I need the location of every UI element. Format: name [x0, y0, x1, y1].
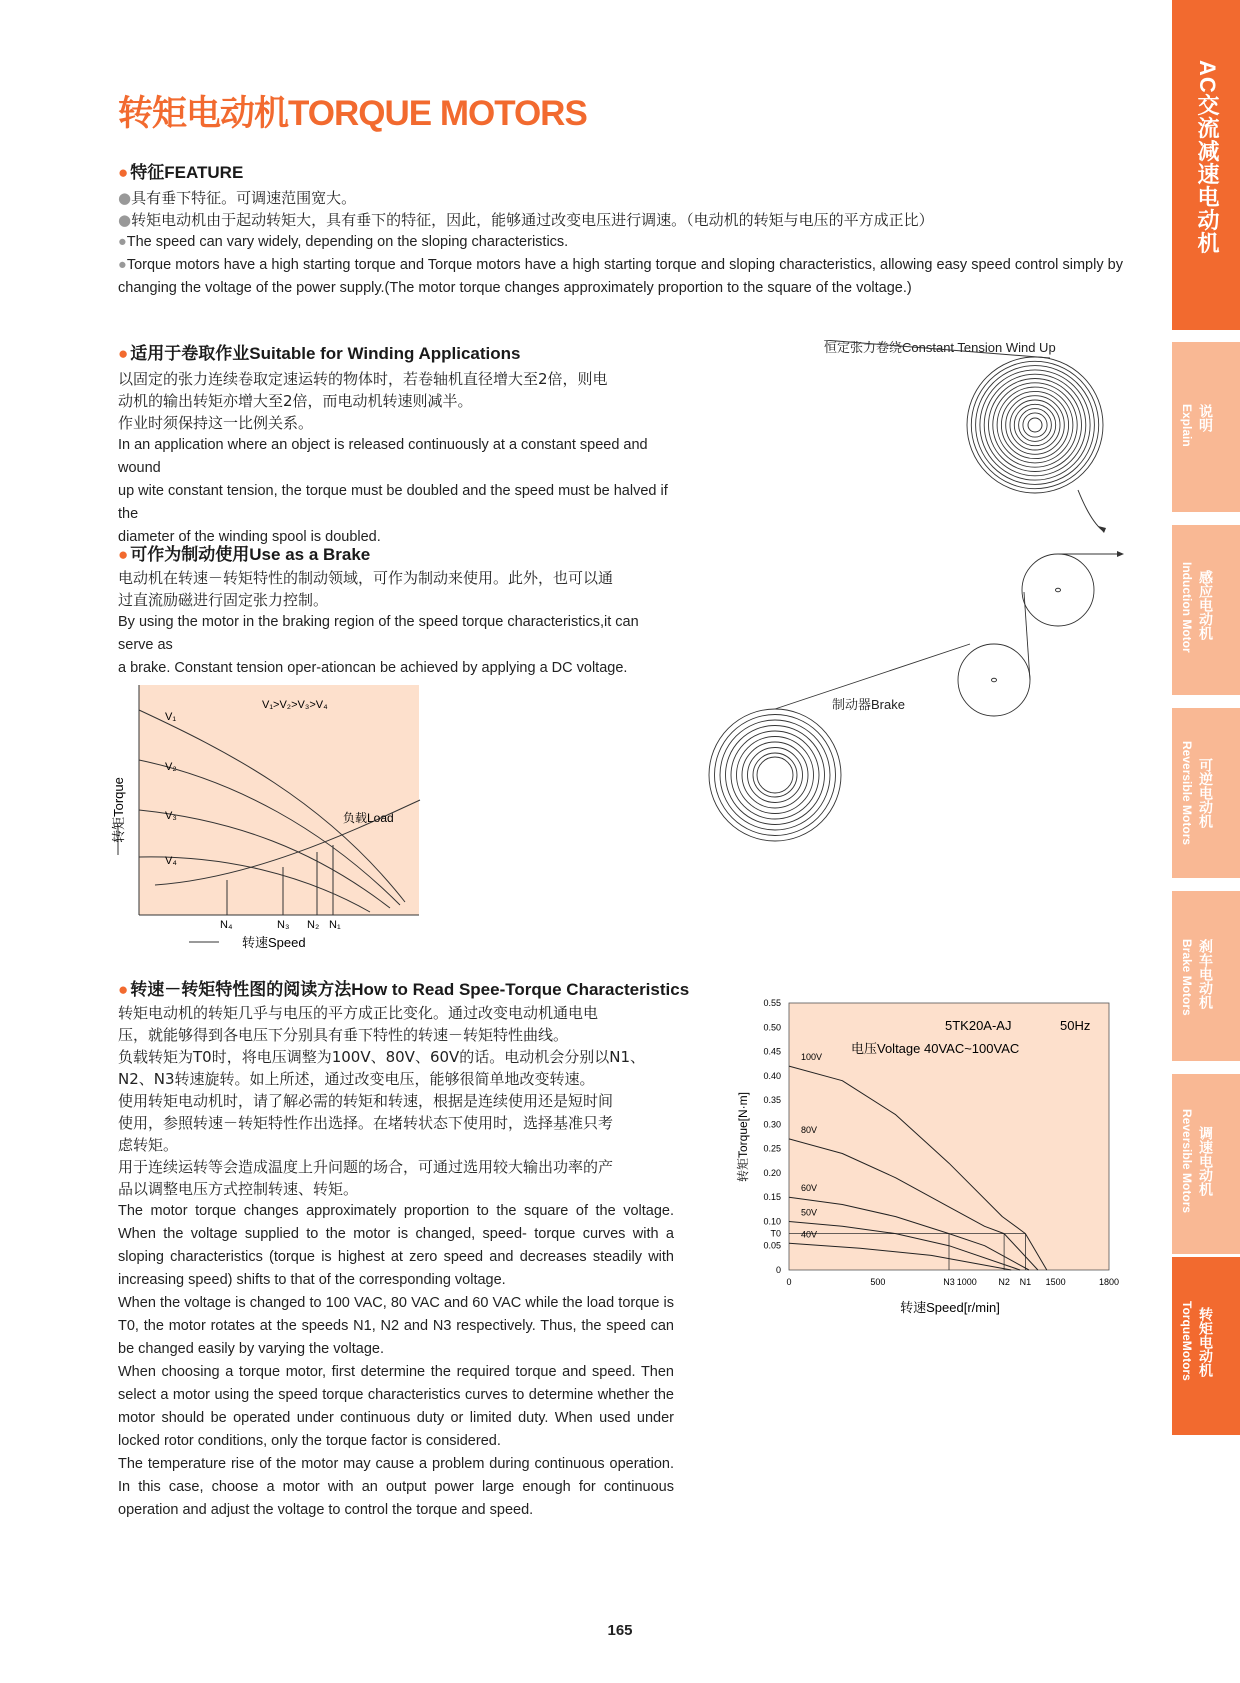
- y-tick-label: 0.15: [763, 1192, 781, 1203]
- windup-figure: [820, 340, 1140, 540]
- chart-title: 5TK20A-AJ: [945, 1018, 1012, 1033]
- y-tick-label: 0.30: [763, 1119, 781, 1130]
- t0-label: T0: [770, 1228, 781, 1239]
- sidebar-tab-ac-gear-motors[interactable]: AC交流减速电动机: [1172, 0, 1240, 330]
- series-label: 50V: [801, 1207, 818, 1218]
- sidebar-tab-brake-motors[interactable]: 刹车电动机 Brake Motors: [1172, 891, 1240, 1061]
- x-tick-label: N₁: [329, 919, 341, 931]
- y-axis-label: 转矩Torque[N·m]: [736, 1091, 750, 1183]
- chart-voltage-curves: [105, 680, 425, 955]
- wind-direction-arrow: [1078, 490, 1102, 530]
- sidebar: [1172, 0, 1240, 1683]
- page-title: 转矩电动机TORQUE MOTORS: [118, 94, 587, 133]
- x-tick-label: 1000: [956, 1277, 977, 1287]
- x-tick-label: N₄: [220, 919, 233, 931]
- series-label: V₄: [165, 855, 177, 867]
- brake-roller: [958, 644, 1030, 716]
- chart-subtitle: 电压Voltage 40VAC~100VAC: [851, 1041, 1020, 1056]
- chart-plot-area: [139, 685, 419, 915]
- spool-hub: [1028, 418, 1042, 432]
- sidebar-tab-reversible-motors[interactable]: 可逆电动机 Reversible Motors: [1172, 708, 1240, 878]
- winding-heading: ● 适用于卷取作业Suitable for Winding Applications: [118, 344, 521, 363]
- y-tick-label: 0.50: [763, 1022, 781, 1033]
- supply-roll-hub: [757, 757, 793, 793]
- x-ticks: [786, 1277, 1119, 1287]
- sidebar-tab-speed-control-motors[interactable]: 调速电动机 Reversible Motors: [1172, 1074, 1240, 1254]
- chart-title: V₁>V₂>V₃>V₄: [262, 699, 328, 711]
- y-tick-label: 0.40: [763, 1070, 781, 1081]
- x-tick-label: 0: [786, 1277, 792, 1287]
- bullet-icon: ●: [118, 545, 129, 564]
- x-tick-label: N₂: [307, 919, 320, 931]
- list-item: ●具有垂下特征。可调速范围宽大。: [118, 189, 357, 207]
- sidebar-tab-induction-motor[interactable]: 感应电动机 Induction Motor: [1172, 525, 1240, 695]
- y-tick-label: 0.45: [763, 1046, 781, 1057]
- guide-roller-axle: [1056, 588, 1061, 592]
- bullet-icon: ●: [118, 344, 129, 363]
- y-axis-label: 转矩Torque: [111, 777, 126, 843]
- brake-roller-axle: [992, 678, 997, 682]
- y-tick-label: 0.10: [763, 1216, 781, 1227]
- series-label: V₁: [165, 711, 177, 723]
- guide-roller: [1022, 554, 1094, 626]
- y-tick-label: 0.35: [763, 1095, 781, 1106]
- page-number: 165: [607, 1622, 633, 1639]
- reading-text: 转矩电动机的转矩几乎与电压的平方成正比变化。通过改变电动机通电电 压，就能够得到各电压下分别具有垂下特性的转速－转矩特性曲线。 负载转矩为T0时，将电压调整为100V、80V、60V的话。电动机会分别以N1、 N2、N3转速旋转。如上所述，通过改变电压，能够很简单地改变转速。 使用转矩电动机时，请了解必需的转矩和转速，根据是连续使用还是短时间 使用，参照转速－转矩特性作出选择。在堵转状态下使用时，选择基准只考 虑转矩。 用于连续运转等会造成温度上升问题的场合，可通过选用较大输出功率的产 品以调整电压方式控制转速、转矩。 The motor torque changes approximately proportion to the square of the voltage. When the voltage supplied to the motor is changed, speed- torque curves with a sloping characteristics (torque is highest at zero speed and decreases steadily with increasing speed) shifts to that of the corresponding voltage. When the voltage is changed to 100 VAC, 80 VAC and 60 VAC while the load torque is T0, the motor rotates at the speeds N1, N2 and N3 respectively. Thus, the speed can be changed easily by varying the voltage. When choosing a torque motor, first determine the required torque and speed. Then select a motor using the speed torque characteristics curves to determine whether the motor should be operated under continuous duty or limited duty. When used under locked rotor conditions, only the torque factor is considered. The temperature rise of the motor may cause a problem during continuous operation. In this case, choose a motor with an output power large enough for continuous operation and adjust the voltage to control the torque and speed.: [118, 1004, 674, 1518]
- series-label: V₂: [165, 761, 177, 773]
- bullet-icon: ●: [118, 163, 129, 182]
- x-marker-label: N1: [1019, 1277, 1032, 1287]
- series-label: 60V: [801, 1183, 818, 1194]
- x-marker-label: N3: [943, 1277, 955, 1287]
- sidebar-tab-torque-motors[interactable]: 转矩电动机 TorqueMotors: [1172, 1257, 1240, 1435]
- y-tick-label: 0: [775, 1265, 781, 1275]
- y-tick-label: 0.20: [763, 1167, 781, 1178]
- windup-label: 恒定张力卷绕Constant Tension Wind Up: [824, 340, 1056, 355]
- series-label: 100V: [801, 1052, 823, 1063]
- arrow-head-icon: [1098, 526, 1106, 533]
- y-tick-label: 0.05: [763, 1240, 781, 1251]
- brake-heading: ● 可作为制动使用Use as a Brake: [118, 545, 371, 564]
- chart-frequency: 50Hz: [1060, 1018, 1091, 1033]
- series-label: V₃: [165, 810, 177, 822]
- y-tick-label: 0.25: [763, 1143, 781, 1154]
- x-tick-label: 1800: [1098, 1277, 1120, 1287]
- brake-text: 电动机在转速－转矩特性的制动领域，可作为制动来使用。此外，也可以通 过直流励磁进行固定张力控制。 By using the motor in the braking region of the speed torque characteristics,it can serve as a brake. Constant tension oper-ationcan be achieved by applying a DC voltage.: [118, 569, 639, 676]
- brake-figure: [700, 550, 1140, 850]
- winding-text: 以固定的张力连续卷取定速运转的物体时，若卷轴机直径增大至2倍，则电 动机的输出转矩亦增大至2倍，而电动机转速则减半。 作业时须保持这一比例关系。 In an application where an object is released continuously at a constant speed and wound up wite constant tension, the torque must be doubled and the speed must be halved if the diameter of the winding spool is doubled.: [118, 370, 668, 545]
- chart-5tk20a: [735, 995, 1135, 1325]
- x-tick-label: N₃: [277, 919, 290, 931]
- reading-heading: ● 转速－转矩特性图的阅读方法How to Read Spee-Torque Characteristics: [118, 980, 690, 999]
- brake-label: 制动器Brake: [832, 697, 905, 712]
- series-label: 40V: [801, 1229, 818, 1240]
- list-item: ●The speed can vary widely, depending on the sloping characteristics.: [118, 234, 569, 250]
- label-underline: [824, 340, 1050, 358]
- y-ticks: [763, 998, 781, 1275]
- x-axis-label: 转速Speed: [242, 935, 306, 950]
- sidebar-tab-explain[interactable]: 说明 Explain: [1172, 342, 1240, 512]
- feature-list: [118, 187, 1123, 300]
- y-tick-label: 0.55: [763, 998, 781, 1008]
- x-marker-label: N2: [998, 1277, 1010, 1287]
- list-item: ●Torque motors have a high starting torque and Torque motors have a high starting torque and sloping characteristics, allowing easy speed control simply by changing the voltage of the power supply.(The motor torque changes approximately proportion to the square of the voltage.): [118, 257, 1123, 296]
- x-tick-label: 500: [870, 1277, 886, 1287]
- series-label: 80V: [801, 1124, 818, 1135]
- arrow-head-icon: [1117, 551, 1124, 557]
- web-line: [1024, 592, 1030, 680]
- x-tick-label: 1500: [1045, 1277, 1066, 1287]
- list-item: ●转矩电动机由于起动转矩大，具有垂下的特征，因此，能够通过改变电压进行调速。（电动机的转矩与电压的平方成正比）: [118, 211, 934, 229]
- series-label: 负载Load: [343, 811, 394, 825]
- x-axis-label: 转速Speed[r/min]: [900, 1300, 1000, 1315]
- feature-heading: ● 特征FEATURE: [118, 163, 244, 182]
- bullet-icon: ●: [118, 980, 129, 999]
